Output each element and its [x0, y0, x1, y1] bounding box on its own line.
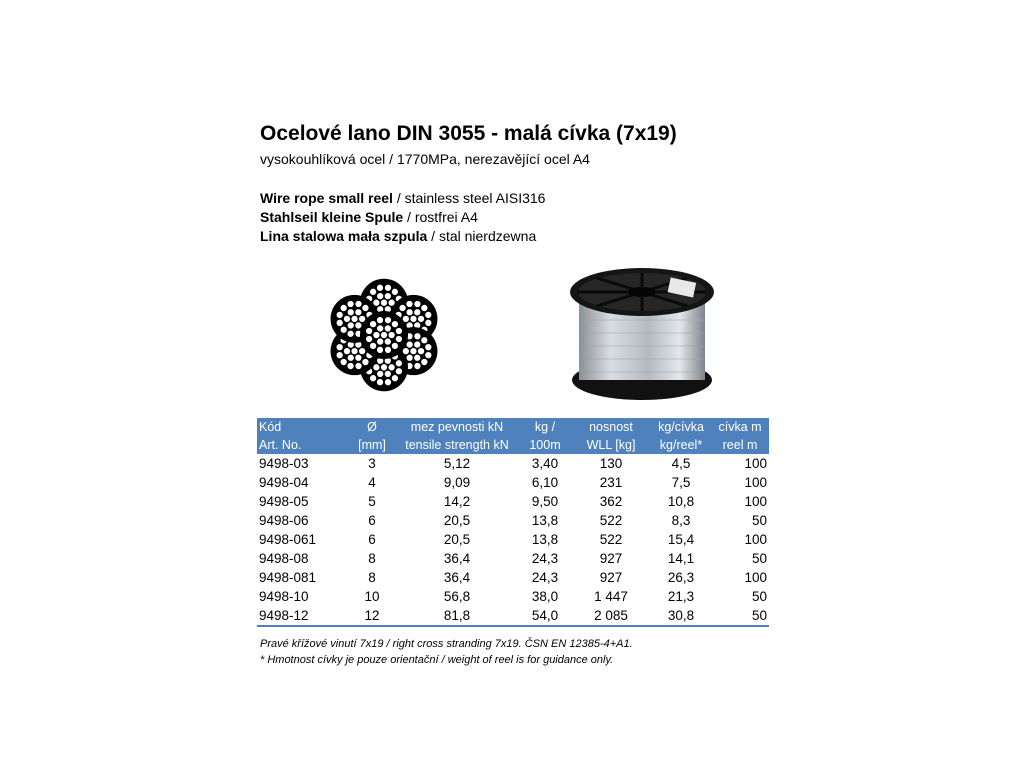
cell-weight: 38,0	[531, 589, 559, 604]
cell-reel-weight: 14,1	[667, 551, 695, 566]
cell-wll: 927	[599, 551, 623, 566]
header-mm: [mm]	[349, 436, 395, 454]
cell-weight: 6,10	[531, 475, 559, 490]
cell-strength: 36,4	[443, 551, 471, 566]
table-row	[257, 549, 769, 568]
cell-reel-weight: 21,3	[667, 589, 695, 604]
translation-de-bold: Stahlseil kleine Spule	[260, 209, 404, 225]
cell-code: 9498-06	[259, 513, 309, 528]
cell-reel-length: 100	[744, 494, 767, 509]
cell-weight: 3,40	[531, 456, 559, 471]
table-row	[257, 606, 769, 626]
header-reel-weight: kg/cívka	[651, 418, 711, 436]
cell-code: 9498-03	[259, 456, 309, 471]
translation-pl	[260, 228, 536, 244]
table-header	[257, 418, 769, 454]
cell-reel-weight: 7,5	[671, 475, 691, 490]
cell-weight: 13,8	[531, 513, 559, 528]
cell-strength: 20,5	[443, 532, 471, 547]
cell-diameter: 8	[368, 551, 376, 566]
table-row	[257, 454, 769, 473]
page-subtitle: vysokouhlíková ocel / 1770MPa, nerezavějící ocel A4	[260, 151, 590, 167]
cell-reel-length: 50	[711, 606, 769, 626]
translation-en-rest: / stainless steel AISI316	[392, 190, 546, 206]
cell-strength: 5,12	[443, 456, 471, 471]
table-row	[257, 511, 769, 530]
cell-diameter: 6	[368, 513, 376, 528]
cell-wll: 2 085	[571, 606, 651, 626]
header-reel-length: cívka m	[711, 418, 769, 436]
cell-strength: 36,4	[443, 570, 471, 585]
header-tensile: tensile strength kN	[395, 436, 519, 454]
cell-strength: 20,5	[443, 513, 471, 528]
cell-reel-weight: 4,5	[671, 456, 691, 471]
cell-strength: 9,09	[443, 475, 471, 490]
cell-reel-length: 50	[751, 513, 767, 528]
cell-reel-weight: 26,3	[667, 570, 695, 585]
translation-en-bold: Wire rope small reel	[260, 190, 393, 206]
table-body	[257, 454, 769, 626]
cell-reel-weight: 8,3	[671, 513, 691, 528]
cable-reel-image	[565, 262, 720, 404]
spec-table	[257, 418, 769, 627]
cell-wll: 522	[599, 513, 623, 528]
cell-weight: 54,0	[519, 606, 571, 626]
cell-wll: 522	[599, 532, 623, 547]
cell-code: 9498-12	[257, 606, 349, 626]
translation-en	[260, 190, 545, 206]
cell-diameter: 3	[368, 456, 376, 471]
cell-code: 9498-05	[259, 494, 309, 509]
cell-weight: 24,3	[531, 570, 559, 585]
cell-reel-length: 100	[744, 532, 767, 547]
table-row	[257, 530, 769, 549]
cell-diameter: 5	[368, 494, 376, 509]
cell-code: 9498-061	[259, 532, 317, 547]
cell-diameter: 10	[364, 589, 380, 604]
header-art-no: Art. No.	[257, 436, 349, 454]
header-kg-reel: kg/reel*	[651, 436, 711, 454]
table-row	[257, 473, 769, 492]
cell-wll: 231	[599, 475, 623, 490]
cell-code: 9498-04	[259, 475, 309, 490]
cell-diameter: 4	[368, 475, 376, 490]
cell-strength: 81,8	[395, 606, 519, 626]
cell-diameter: 12	[349, 606, 395, 626]
header-reel-m: reel m	[711, 436, 769, 454]
cell-code: 9498-08	[259, 551, 309, 566]
cell-reel-weight: 15,4	[667, 532, 695, 547]
table-row	[257, 492, 769, 511]
table-row	[257, 587, 769, 606]
footnote-stranding: Pravé křížové vinutí 7x19 / right cross stranding 7x19. ČSN EN 12385-4+A1.	[260, 638, 633, 650]
header-diameter: Ø	[349, 418, 395, 436]
cell-reel-weight: 30,8	[651, 606, 711, 626]
header-code: Kód	[257, 418, 349, 436]
cell-reel-weight: 10,8	[667, 494, 695, 509]
cell-code: 9498-10	[259, 589, 309, 604]
cell-reel-length: 50	[751, 551, 767, 566]
footnote-reel-weight: * Hmotnost cívky je pouze orientační / weight of reel is for guidance only.	[260, 654, 614, 666]
cell-reel-length: 100	[744, 570, 767, 585]
table-header-row-2	[257, 436, 769, 454]
cell-wll: 362	[599, 494, 623, 509]
cell-diameter: 6	[368, 532, 376, 547]
cell-wll: 927	[599, 570, 623, 585]
header-strength: mez pevnosti kN	[395, 418, 519, 436]
cell-weight: 13,8	[531, 532, 559, 547]
wire-rope-cross-section-icon	[322, 278, 446, 392]
translation-de	[260, 209, 478, 225]
cell-strength: 14,2	[443, 494, 471, 509]
translation-pl-bold: Lina stalowa mała szpula	[260, 228, 428, 244]
cell-diameter: 8	[368, 570, 376, 585]
header-wll: nosnost	[571, 418, 651, 436]
cell-code: 9498-081	[259, 570, 317, 585]
cell-reel-length: 100	[744, 456, 767, 471]
cell-strength: 56,8	[443, 589, 471, 604]
table-header-row-1	[257, 418, 769, 436]
page-title: Ocelové lano DIN 3055 - malá cívka (7x19)	[260, 122, 677, 145]
header-weight: kg /	[519, 418, 571, 436]
cell-weight: 9,50	[531, 494, 559, 509]
cell-reel-length: 50	[751, 589, 767, 604]
cell-weight: 24,3	[531, 551, 559, 566]
header-wll-kg: WLL [kg]	[571, 436, 651, 454]
cell-wll: 1 447	[594, 589, 628, 604]
translation-de-rest: / rostfrei A4	[403, 209, 478, 225]
table-row	[257, 568, 769, 587]
header-100m: 100m	[519, 436, 571, 454]
cell-wll: 130	[599, 456, 623, 471]
translation-pl-rest: / stal nierdzewna	[427, 228, 537, 244]
cell-reel-length: 100	[744, 475, 767, 490]
